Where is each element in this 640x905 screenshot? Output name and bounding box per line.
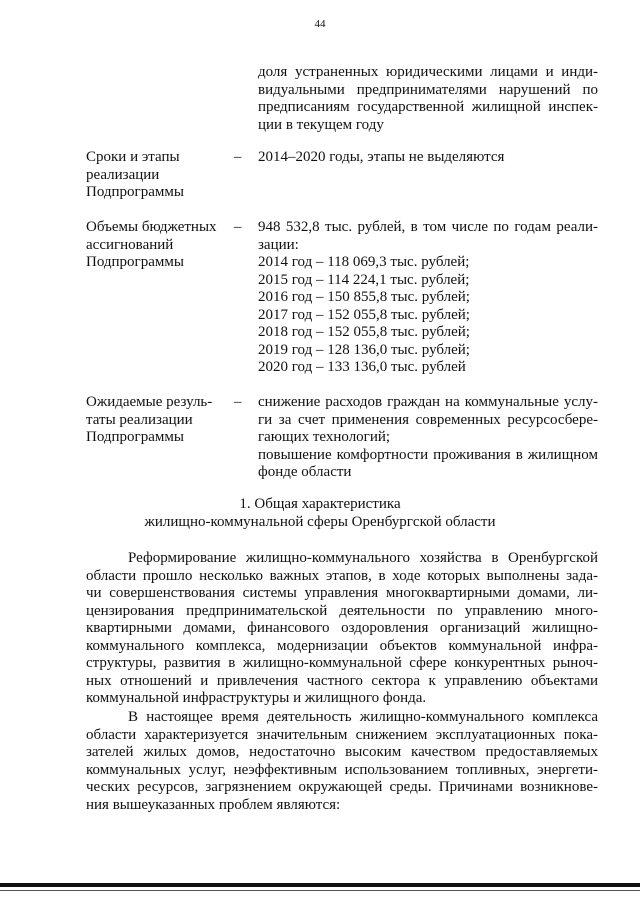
- body-paragraph: [86, 550, 598, 708]
- paragraph-line: области характеризуется значительным снижением эксплуатационных пока-: [86, 726, 598, 743]
- value-line: 2017 год – 152 055,8 тыс. рублей;: [258, 306, 470, 323]
- scan-edge-line: [0, 890, 640, 891]
- paragraph-line: Реформирование жилищно-коммунального хозяйства в Оренбургской: [128, 550, 598, 566]
- section-heading-line: жилищно-коммунальной сферы Оренбургской области: [144, 514, 496, 530]
- paragraph-line: коммунального комплекса, модернизации объектов коммунальной инфра-: [86, 637, 598, 654]
- label-line: ассигнований: [86, 236, 174, 253]
- label-line: Подпрограммы: [86, 254, 184, 270]
- section-heading-line: 1. Общая характеристика: [239, 496, 401, 512]
- label-line: Сроки и этапы: [86, 149, 180, 165]
- row-value: [258, 394, 598, 482]
- text-line: видуальными предпринимателями нарушений по: [258, 81, 598, 98]
- paragraph-line: коммунальной инфраструктуры и жилищного фонда.: [86, 690, 427, 706]
- body-paragraph: [86, 709, 598, 814]
- paragraph-line: области прошло несколько важных этапов, в ходе которых выполнены зада-: [86, 567, 598, 584]
- paragraph-line: ных отношений и привлечения частного сектора к управлению объектами: [86, 672, 598, 689]
- row-label: [86, 219, 226, 272]
- label-line: Объемы бюджетных: [86, 219, 217, 235]
- row-label: [86, 149, 226, 202]
- value-line: 2014 год – 118 069,3 тыс. рублей;: [258, 254, 470, 270]
- page-number: 44: [314, 18, 326, 30]
- value-line: 948 532,8 тыс. рублей, в том числе по годам реали-: [258, 219, 598, 235]
- row-value: [258, 149, 598, 167]
- row-dash: –: [234, 219, 242, 235]
- value-line: 2014–2020 годы, этапы не выделяются: [258, 149, 505, 165]
- scan-edge-line: [0, 883, 640, 887]
- value-line: 2020 год – 133 136,0 тыс. рублей: [258, 359, 466, 375]
- value-line: зации:: [258, 236, 299, 253]
- label-line: Ожидаемые резуль-: [86, 394, 213, 410]
- value-line: ги за счет применения современных ресурсосбере-: [258, 411, 598, 428]
- paragraph-line: ния вышеуказанных проблем являются:: [86, 796, 341, 813]
- row-dash: –: [234, 149, 242, 165]
- paragraph-line: цензирования предпринимательской деятельности по управлению много-: [86, 602, 598, 619]
- value-line: 2019 год – 128 136,0 тыс. рублей;: [258, 341, 470, 358]
- section-heading: [0, 495, 640, 531]
- paragraph-line: В настоящее время деятельность жилищно-коммунального комплекса: [128, 709, 598, 725]
- continuation-text: [258, 64, 598, 134]
- text-line: доля устраненных юридическими лицами и инди-: [258, 64, 598, 80]
- row-value: [258, 219, 598, 377]
- paragraph-line: чи совершенствования системы управления многоквартирными домами, ли-: [86, 585, 598, 601]
- value-line: повышение комфортности проживания в жилищном: [258, 446, 598, 463]
- paragraph-line: структуры, развития в жилищно-коммунальной сфере конкурентных рыноч-: [86, 655, 598, 671]
- label-line: Подпрограммы: [86, 429, 184, 445]
- paragraph-line: ческих ресурсов, загрязнением окружающей среды. Причинами возникнове-: [86, 779, 598, 795]
- paragraph-line: зателей жилых домов, недостаточно высоким качеством предоставляемых: [86, 744, 598, 760]
- label-line: Подпрограммы: [86, 184, 184, 200]
- value-line: снижение расходов граждан на коммунальные услу-: [258, 394, 598, 410]
- row-dash: –: [234, 394, 242, 410]
- value-line: фонде области: [258, 464, 352, 480]
- label-line: реализации: [86, 166, 160, 183]
- paragraph-line: квартирными домами, финансового оздоровления организаций жилищно-: [86, 620, 598, 636]
- text-line: ции в текущем году: [258, 116, 384, 133]
- value-line: гающих технологий;: [258, 429, 391, 445]
- row-label: [86, 394, 226, 447]
- value-line: 2018 год – 152 055,8 тыс. рублей;: [258, 324, 470, 340]
- value-line: 2015 год – 114 224,1 тыс. рублей;: [258, 271, 470, 288]
- value-line: 2016 год – 150 855,8 тыс. рублей;: [258, 289, 470, 305]
- label-line: таты реализации: [86, 411, 193, 428]
- paragraph-line: коммунальных услуг, неэффективным использованием топливных, энергети-: [86, 761, 598, 778]
- text-line: предписаниям государственной жилищной инспек-: [258, 99, 598, 115]
